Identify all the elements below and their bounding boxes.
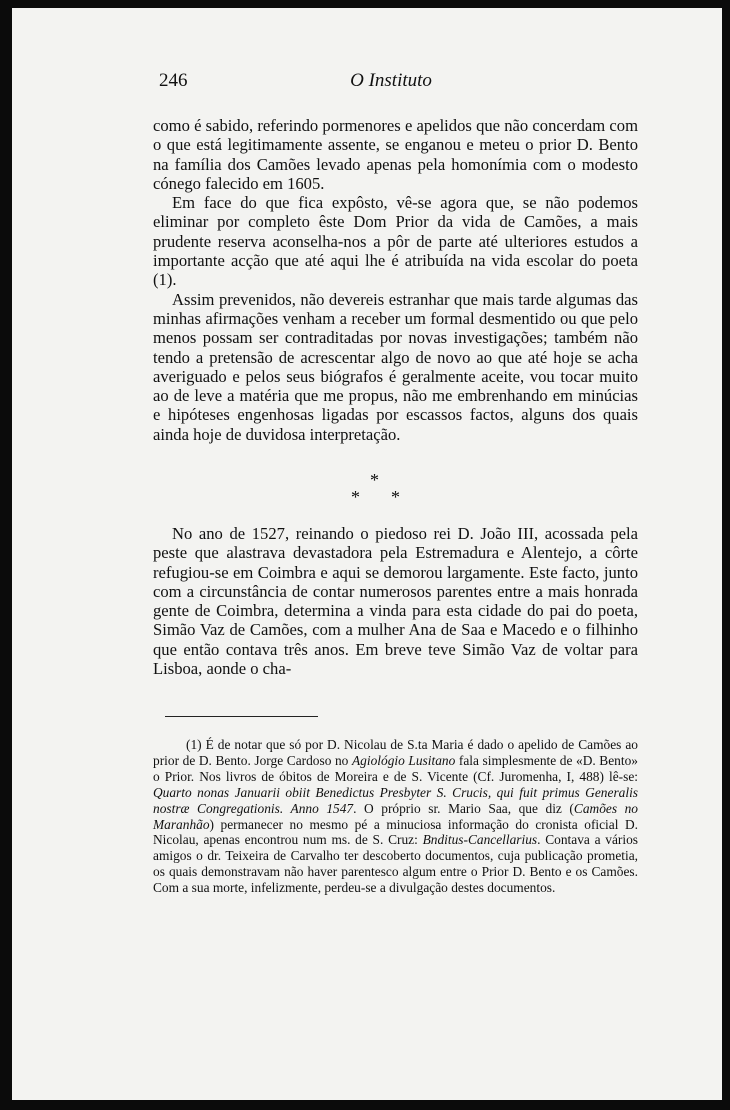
footnote-italic-1: Agiológio Lusitano: [351, 752, 456, 768]
footnote-text-1: (1) É de notar que só por D. Nicolau de S.ta Maria é dado o apelido de Camões ao prior de D. Bento. Jorge Cardoso no: [153, 737, 638, 768]
paragraph-2: Em face do que fica expôsto, vê-se agora que, se não podemos eliminar por completo êste Dom Prior da vida de Camões, a mais prudente reserva aconselha-nos a pôr de parte até ulteriores estudos a importante acção que até aqui lhe é atribuída na vida escolar do poeta (1).: [153, 193, 638, 290]
paragraph-4: No ano de 1527, reinando o piedoso rei D. João III, acossada pela peste que alastrava devastadora pela Estremadura e Alentejo, a côrte refugiou-se em Coimbra e aqui se demorou largamente. Este facto, junto com a circunstância de contar numerosos parentes entre a mais honrada gente de Coimbra, determina a vinda para esta cidade do pai do poeta, Simão Vaz de Camões, com a mulher Ana de Saa e Macedo e o filhinho que então contava três anos. Em breve teve Simão Vaz de voltar para Lisboa, aonde o cha-: [153, 524, 638, 679]
footnote-rule: [165, 716, 318, 717]
asterisk-left: *: [351, 487, 360, 507]
footnote-text-3: . O próprio sr. Mario Saa, que diz (: [353, 800, 574, 816]
footnote-italic-2: Quarto nonas Januarii obiit Benedictus Presbyter S. Crucis, qui fuit primus Generalis nostræ Congregationis. Anno 1547: [153, 784, 638, 816]
footnote-1: [153, 737, 638, 896]
running-title: O Instituto: [350, 70, 432, 91]
body-text-section-2: [153, 524, 638, 678]
footnote-text-4: ) permanecer no mesmo pé a minuciosa informação do cronista oficial D. Nicolau, apenas encontrou num ms. de S. Cruz:: [153, 816, 638, 848]
footnote-text-5: . Contava a vários amigos o dr. Teixeira de Carvalho ter descoberto documentos, cuja publicação prometia, os quais demonstravam não haver parentesco algum entre o Prior D. Bento e os Camões. Com a sua morte, infelizmente, perdeu-se a divulgação destes documentos.: [153, 832, 638, 896]
page-number: 246: [159, 70, 188, 91]
paragraph-3: Assim prevenidos, não devereis estranhar que mais tarde algumas das minhas afirmações venham a receber um formal desmentido ou que pelo menos possam ser contraditadas por novas investigações; também não tendo a pretensão de acrescentar algo de novo ao que até hoje se acha averiguado e pelos seus biógrafos é geralmente aceite, vou tocar muito ao de leve a matéria que me propus, não me embrenhando em minúcias e hipóteses engenhosas ligadas por escassos factos, alguns dos quais ainda hoje de duvidosa interpretação.: [153, 289, 638, 444]
footnote-text-2: fala simplesmente de «D. Bento» o Prior. Nos livros de óbitos de Moreira e de S. Vicente (Cf. Juromenha, I, 488) lê-se:: [153, 752, 638, 784]
footnote-italic-4: Bnditus-Cancellarius: [422, 832, 538, 848]
paragraph-1: como é sabido, referindo pormenores e apelidos que não concerdam com o que está legitimamente assente, se enganou e meteu o prior D. Bento na família dos Camões levado apenas pela homonímia com o modesto cónego falecido em 1605.: [153, 116, 638, 193]
body-text: [153, 116, 638, 444]
asterisk-top: *: [370, 470, 379, 490]
asterisk-right: *: [391, 487, 400, 507]
footnote: [153, 737, 638, 896]
footnote-italic-3: Camões no Maranhão: [153, 800, 638, 832]
